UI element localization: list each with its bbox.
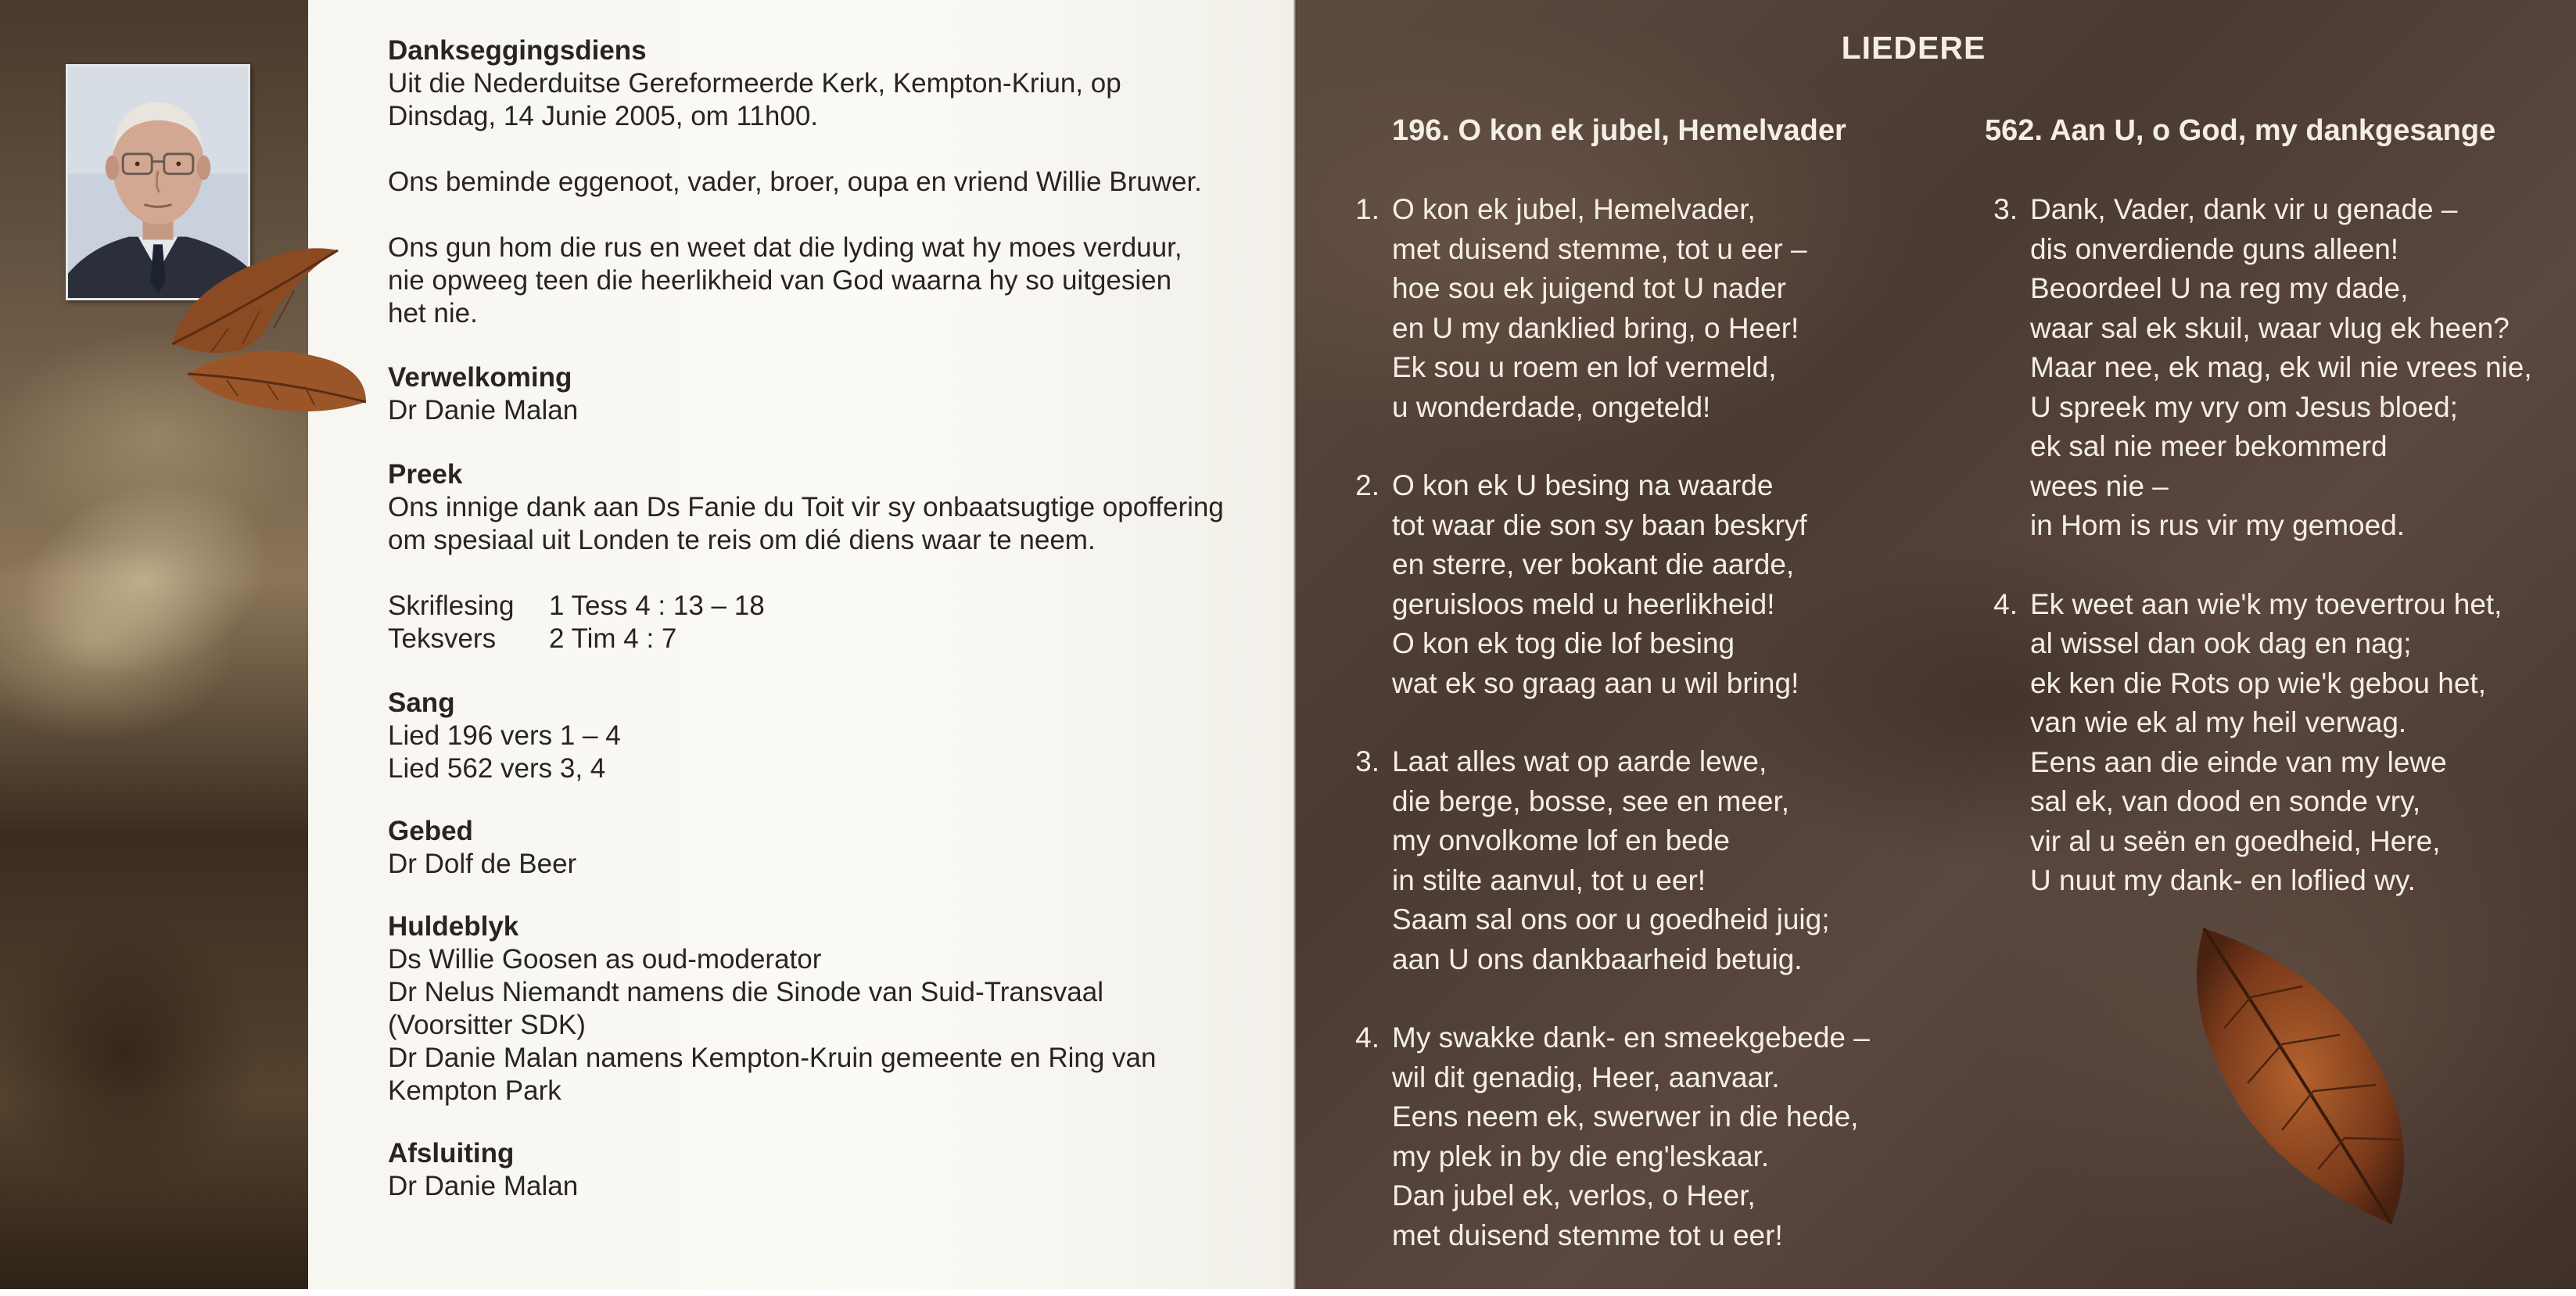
verse xyxy=(1297,190,1907,427)
verse-line: O kon ek tog die lof besing xyxy=(1392,627,1735,659)
brown-leaf-icon xyxy=(156,235,375,422)
verse-line: ek sal nie meer bekommerd xyxy=(2030,430,2388,462)
hymn-562-verses xyxy=(1938,190,2563,901)
verse-line: Dan jubel ek, verlos, o Heer, xyxy=(1392,1179,1756,1212)
verse-line: met duisend stemme, tot u eer – xyxy=(1392,232,1807,265)
service-program xyxy=(388,34,1295,1203)
verse-line: my onvolkome lof en bede xyxy=(1392,824,1730,856)
hymn-196-verses xyxy=(1297,190,1907,1255)
verse-line: wees nie – xyxy=(2030,469,2169,502)
verse-number: 3. xyxy=(1355,745,1379,777)
prayer-section xyxy=(388,815,1295,881)
verse-line: Ek weet aan wie'k my toevertrou het, xyxy=(2030,587,2502,620)
singing-line: Lied 562 vers 3, 4 xyxy=(388,753,606,784)
welcome-section xyxy=(388,361,1295,427)
verse-line: geruisloos meld u heerlikheid! xyxy=(1392,587,1775,620)
singing-title: Sang xyxy=(388,687,455,718)
verse-number: 4. xyxy=(1993,587,2018,620)
verse-line: O kon ek jubel, Hemelvader, xyxy=(1392,193,1756,225)
verse xyxy=(1297,742,1907,979)
verse-line: my plek in by die eng'leskaar. xyxy=(1392,1140,1770,1172)
verse-line: ek ken die Rots op wie'k gebou het, xyxy=(2030,666,2486,699)
singing-section xyxy=(388,687,1295,785)
verse-line: Maar nee, ek mag, ek wil nie vrees nie, xyxy=(2030,351,2532,383)
prayer-text: Dr Dolf de Beer xyxy=(388,849,577,879)
verse-number: 4. xyxy=(1355,1021,1379,1054)
verse-line: en U my danklied bring, o Heer! xyxy=(1392,311,1799,344)
sermon-title: Preek xyxy=(388,459,463,490)
service-details: Uit die Nederduitse Gereformeerde Kerk, Kempton-Kriun, op Dinsdag, 14 Junie 2005, om 11h00. xyxy=(388,68,1121,131)
verse-line: hoe sou ek juigend tot U nader xyxy=(1392,272,1786,304)
verse-line: aan U ons dankbaarheid betuig. xyxy=(1392,942,1803,975)
sermon-text: Ons innige dank aan Ds Fanie du Toit vir sy onbaatsugtige opoffering om spesiaal uit Londen te reis om dié diens waar te neem. xyxy=(388,492,1224,555)
singing-line: Lied 196 vers 1 – 4 xyxy=(388,720,621,751)
verse-number: 1. xyxy=(1355,193,1379,225)
verse xyxy=(1297,466,1907,703)
verse-lines xyxy=(1392,466,1807,703)
verse-line: Beoordeel U na reg my dade, xyxy=(2030,272,2409,304)
verse-line: dis onverdiende guns alleen! xyxy=(2030,232,2399,265)
tributes-text: Ds Willie Goosen as oud-moderator Dr Nelus Niemandt namens die Sinode van Suid-Transvaal (Voorsitter SDK) Dr Danie Malan namens Kempton-Kruin gemeente en Ring van Kempton Park xyxy=(388,944,1157,1106)
prayer-title: Gebed xyxy=(388,816,473,846)
verse-line: met duisend stemme tot u eer! xyxy=(1392,1219,1783,1251)
verse-number: 3. xyxy=(1993,193,2018,225)
verse-line: u wonderdade, ongeteld! xyxy=(1392,390,1711,423)
songs-page xyxy=(1297,0,2576,1289)
verse-lines xyxy=(2030,585,2502,901)
verse-line: Saam sal ons oor u goedheid juig; xyxy=(1392,903,1830,935)
verse-line: wil dit genadig, Heer, aanvaar. xyxy=(1392,1061,1780,1093)
bottom-margin xyxy=(0,1289,2576,1296)
verse-line: die berge, bosse, see en meer, xyxy=(1392,784,1790,817)
verse-line: Eens aan die einde van my lewe xyxy=(2030,745,2447,778)
verse-line: in Hom is rus vir my gemoed. xyxy=(2030,509,2406,541)
verse-line: Dank, Vader, dank vir u genade – xyxy=(2030,193,2458,225)
pale-leaf-image xyxy=(0,447,298,711)
verse-line: Eens neem ek, swerwer in die hede, xyxy=(1392,1100,1859,1133)
songs-title: LIEDERE xyxy=(1841,30,1986,66)
service-title: Dankseggingsdiens xyxy=(388,35,647,66)
verse-line: U spreek my vry om Jesus bloed; xyxy=(2030,390,2458,423)
readings-section xyxy=(388,590,1295,655)
verse-line: en sterre, ver bokant die aarde, xyxy=(1392,548,1795,580)
verse-line: wat ek so graag aan u wil bring! xyxy=(1392,666,1799,699)
verse-number: 2. xyxy=(1355,469,1379,501)
reading-row xyxy=(388,590,1295,623)
reading-label: Teksvers xyxy=(388,623,497,654)
intro-text: Ons beminde eggenoot, vader, broer, oupa en vriend Willie Bruwer. xyxy=(388,167,1202,197)
welcome-text: Dr Danie Malan xyxy=(388,395,579,425)
program-page xyxy=(308,0,1297,1289)
verse-line: al wissel dan ook dag en nag; xyxy=(2030,627,2412,659)
sermon-section xyxy=(388,458,1295,557)
verse-lines xyxy=(1392,742,1829,979)
hymn-196-title: 196. O kon ek jubel, Hemelvader xyxy=(1392,114,1846,147)
memorial-text: Ons gun hom die rus en weet dat die lyding wat hy moes verduur, nie opweeg teen die heerlikheid van God waarna hy so uitgesien het nie. xyxy=(388,232,1182,328)
reading-value: 1 Tess 4 : 13 – 18 xyxy=(549,591,765,621)
verse-line: O kon ek U besing na waarde xyxy=(1392,469,1774,501)
welcome-title: Verwelkoming xyxy=(388,362,572,393)
closing-text: Dr Danie Malan xyxy=(388,1171,579,1201)
verse xyxy=(1938,190,2563,546)
leaf-icon xyxy=(2149,911,2446,1248)
verse-line: vir al u seën en goedheid, Here, xyxy=(2030,824,2441,857)
closing-section xyxy=(388,1137,1295,1203)
verse-line: in stilte aanvul, tot u eer! xyxy=(1392,863,1706,896)
verse-line: Laat alles wat op aarde lewe, xyxy=(1392,745,1767,777)
hymn-562-title: 562. Aan U, o God, my dankgesange xyxy=(1985,114,2496,147)
reading-label: Skriflesing xyxy=(388,591,515,621)
reading-value: 2 Tim 4 : 7 xyxy=(549,623,677,654)
verse-lines xyxy=(1392,1018,1870,1255)
reading-row xyxy=(388,623,1295,655)
verse-line: U nuut my dank- en loflied wy. xyxy=(2030,864,2416,896)
verse-line: waar sal ek skuil, waar vlug ek heen? xyxy=(2030,311,2510,344)
verse xyxy=(1297,1018,1907,1255)
closing-title: Afsluiting xyxy=(388,1138,515,1169)
verse-line: tot waar die son sy baan beskryf xyxy=(1392,508,1807,541)
verse-lines xyxy=(1392,190,1807,427)
verse xyxy=(1938,585,2563,901)
tributes-title: Huldeblyk xyxy=(388,911,519,942)
decorative-strip xyxy=(0,0,308,1289)
verse-line: sal ek, van dood en sonde vry, xyxy=(2030,785,2421,817)
tributes-section xyxy=(388,910,1295,1108)
verse-line: van wie ek al my heil verwag. xyxy=(2030,706,2407,738)
verse-lines xyxy=(2030,190,2532,546)
verse-line: Ek sou u roem en lof vermeld, xyxy=(1392,351,1777,383)
verse-line: My swakke dank- en smeekgebede – xyxy=(1392,1021,1870,1054)
